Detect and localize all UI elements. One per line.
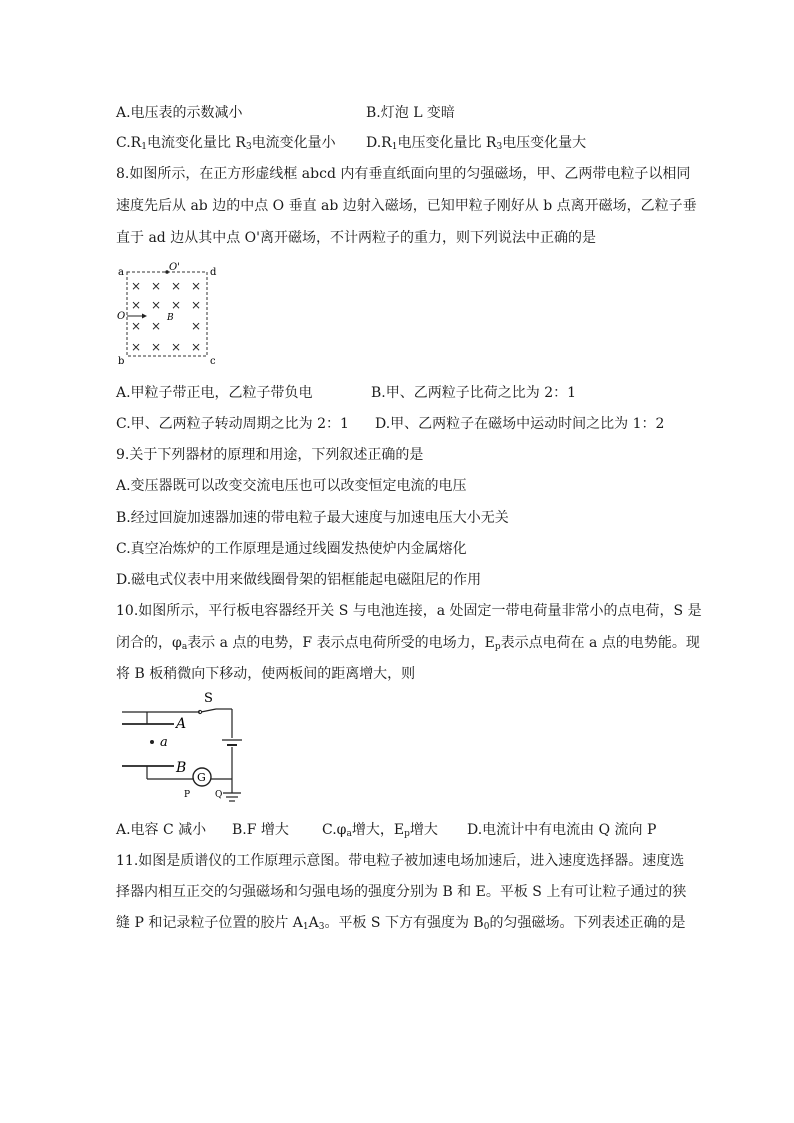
cross-mark: × — [131, 298, 142, 312]
q10-stem-line-3: 将 B 板稍微向下移动，使两板间的距离增大，则 — [116, 666, 416, 682]
cross-mark: × — [131, 319, 142, 333]
q10-option-b: B.F 增大 — [232, 822, 289, 838]
cross-mark: × — [131, 340, 142, 354]
cross-mark: × — [151, 298, 162, 312]
q8-stem-line-1: 8.如图所示，在正方形虚线框 abcd 内有垂直纸面向里的匀强磁场，甲、乙两带电粒子以相同 — [116, 166, 691, 182]
cross-mark: × — [171, 279, 182, 293]
q10-option-d: D.电流计中有电流由 Q 流向 P — [467, 822, 657, 838]
q8-stem-line-2: 速度先后从 ab 边的中点 O 垂直 ab 边射入磁场，已知甲粒子刚好从 b 点离开磁场，乙粒子垂 — [116, 198, 697, 214]
cross-mark: × — [151, 279, 162, 293]
label-switch-s: S — [204, 691, 213, 706]
q9-option-a: A.变压器既可以改变交流电压也可以改变恒定电流的电压 — [116, 478, 467, 494]
q10-capacitor-circuit-figure — [112, 690, 252, 808]
q7-option-d: $D.R_1$电压变化量比 $R_3$电压变化量大 — [366, 135, 587, 152]
cross-mark: × — [171, 340, 182, 354]
label-o-prime: O' — [169, 262, 180, 273]
q10-option-c: $C.\varphi_a$增大，$E_p$增大 — [322, 822, 438, 839]
q9-option-b: B.经过回旋加速器加速的带电粒子最大速度与加速电压大小无关 — [116, 510, 509, 526]
q7-option-b: B.灯泡 L 变暗 — [366, 105, 455, 121]
label-b: b — [118, 356, 125, 367]
cross-mark: × — [191, 319, 202, 333]
q8-option-a: A.甲粒子带正电，乙粒子带负电 — [116, 385, 313, 401]
label-a: a — [118, 267, 124, 278]
q9-option-c: C.真空冶炼炉的工作原理是通过线圈发热使炉内金属熔化 — [116, 541, 467, 557]
label-o: O — [117, 311, 126, 322]
cross-mark: × — [151, 319, 162, 333]
entry-arrow — [142, 314, 147, 319]
q8-option-c: C.甲、乙两粒子转动周期之比为 2：1 — [116, 416, 349, 432]
q7-option-c: $C.R_1$电流变化量比 $R_3$电流变化量小 — [116, 135, 336, 152]
q8-magnetic-field-figure — [112, 260, 232, 370]
q7-option-a: A.电压表的示数减小 — [116, 105, 243, 121]
label-c: c — [210, 356, 216, 367]
cross-mark: × — [171, 298, 182, 312]
q8-option-d: D.甲、乙两粒子在磁场中运动时间之比为 1：2 — [375, 416, 665, 432]
label-q: Q — [215, 790, 223, 800]
cross-mark: × — [151, 340, 162, 354]
point-a — [150, 740, 154, 744]
label-b-field: B — [167, 313, 174, 323]
q9-stem: 9.关于下列器材的原理和用途，下列叙述正确的是 — [116, 447, 424, 463]
q10-option-a: A.电容 C 减小 — [116, 822, 207, 838]
q10-stem-line-1: 10.如图所示，平行板电容器经开关 S 与电池连接，a 处固定一带电荷量非常小的点电荷，S 是 — [116, 603, 702, 619]
switch-s — [201, 709, 216, 712]
label-plate-b: B — [176, 760, 187, 776]
cross-mark: × — [131, 279, 142, 293]
cross-mark: × — [191, 340, 202, 354]
label-g: G — [197, 771, 206, 784]
label-p: P — [184, 790, 191, 800]
q11-stem-line-1: 11.如图是质谱仪的工作原理示意图。带电粒子被加速电场加速后，进入速度选择器。速度选 — [116, 853, 685, 869]
q11-stem-line-3: 缝 P 和记录粒子位置的胶片 $A_1A_3$。平板 S 下方有强度为 $B_0$的匀强磁场。下列表述正确的是 — [116, 915, 686, 932]
label-d: d — [210, 267, 217, 278]
q11-stem-line-2: 择器内相互正交的匀强磁场和匀强电场的强度分别为 B 和 E。平板 S 上有可让粒子通过的狭 — [116, 884, 687, 900]
q9-option-d: D.磁电式仪表中用来做线圈骨架的铝框能起电磁阻尼的作用 — [116, 572, 482, 588]
q8-stem-line-3: 直于 ad 边从其中点 O'离开磁场，不计两粒子的重力，则下列说法中正确的是 — [116, 230, 596, 246]
label-point-a: a — [160, 735, 168, 750]
q10-stem-line-2: 闭合的，$\varphi_a$表示 a 点的电势，F 表示点电荷所受的电场力，$E_p$表示点电荷在 a 点的电势能。现 — [116, 635, 700, 652]
cross-mark: × — [191, 279, 202, 293]
q8-option-b: B.甲、乙两粒子比荷之比为 2：1 — [371, 385, 577, 401]
cross-mark: × — [191, 298, 202, 312]
label-plate-a: A — [176, 716, 187, 732]
